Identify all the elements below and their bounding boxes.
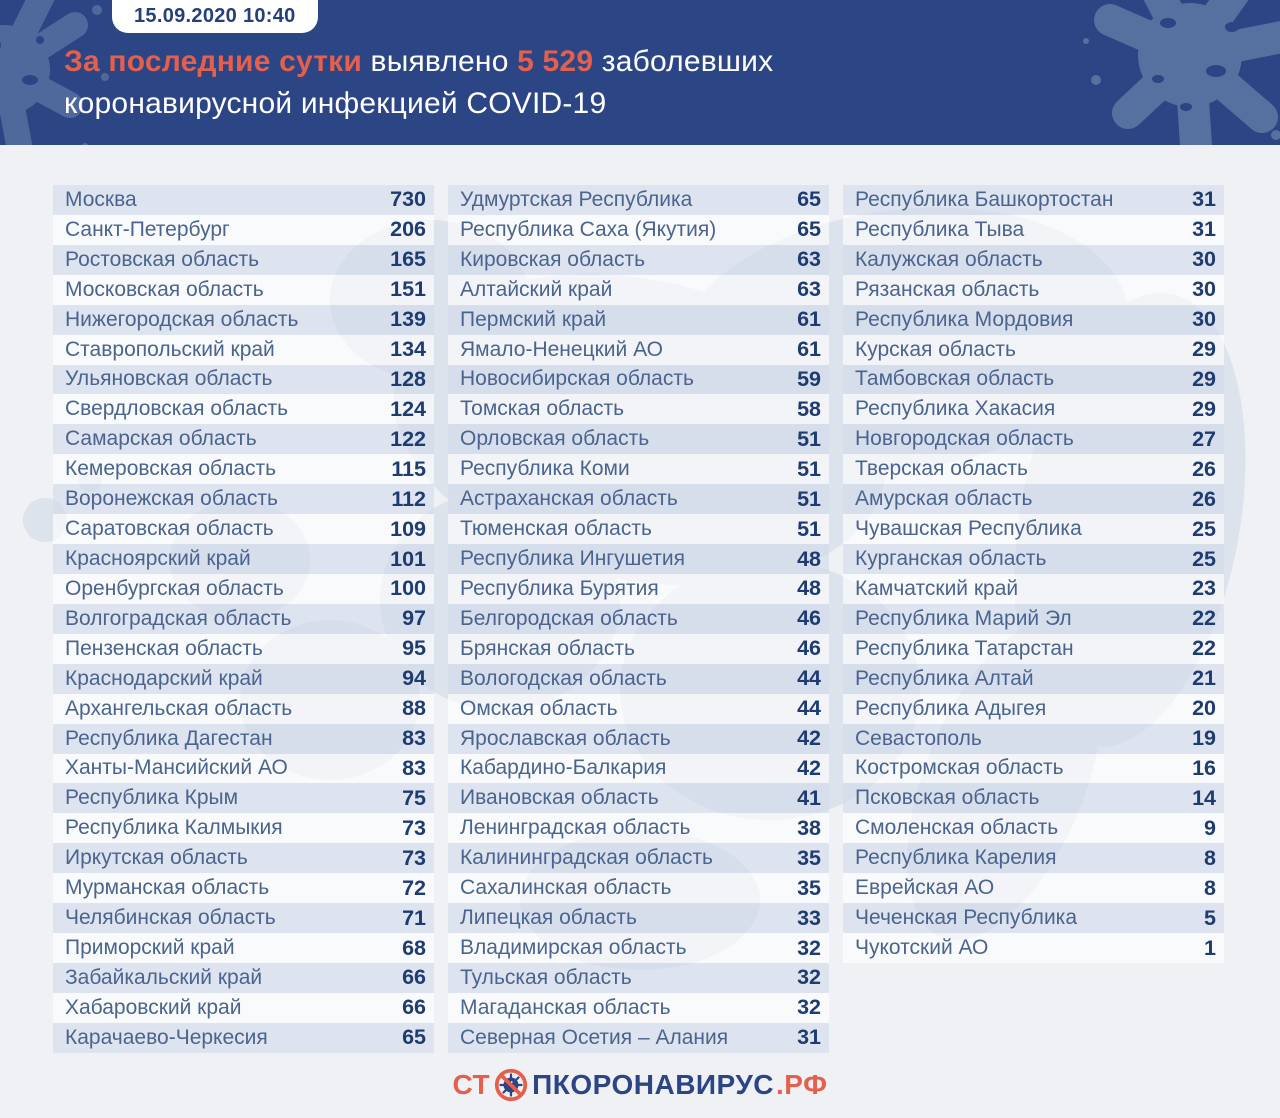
region-name: Пензенская область	[65, 636, 263, 660]
region-value: 41	[797, 785, 821, 810]
region-value: 26	[1192, 486, 1216, 511]
region-name: Липецкая область	[460, 906, 637, 930]
region-value: 25	[1192, 516, 1216, 541]
region-value: 206	[390, 217, 426, 242]
region-value: 65	[402, 1025, 426, 1050]
region-name: Смоленская область	[855, 816, 1059, 840]
region-value: 29	[1192, 337, 1216, 362]
region-value: 32	[797, 995, 821, 1020]
region-name: Республика Марий Эл	[855, 606, 1072, 630]
region-name: Оренбургская область	[65, 576, 284, 600]
region-name: Чеченская Республика	[855, 906, 1077, 930]
table-row	[448, 963, 829, 993]
region-value: 66	[402, 965, 426, 990]
table-row	[53, 215, 434, 245]
region-name: Республика Ингушетия	[460, 547, 686, 571]
region-name: Республика Карелия	[855, 846, 1057, 870]
region-name: Владимирская область	[460, 936, 687, 959]
region-name: Удмуртская Республика	[460, 187, 693, 211]
region-value: 31	[1192, 217, 1216, 242]
table-row	[448, 574, 829, 604]
region-name: Курганская область	[855, 547, 1047, 571]
table-row	[53, 574, 434, 604]
table-row	[53, 873, 434, 903]
region-value: 51	[797, 516, 821, 541]
region-name: Саратовская область	[65, 517, 274, 541]
region-name: Брянская область	[460, 636, 635, 660]
region-name: Вологодская область	[460, 666, 667, 690]
region-name: Республика Дагестан	[65, 726, 273, 750]
region-value: 109	[390, 516, 426, 541]
region-name: Республика Хакасия	[855, 397, 1056, 421]
region-value: 75	[402, 785, 426, 810]
region-name: Алтайский край	[460, 277, 613, 301]
table-row	[843, 843, 1224, 873]
region-value: 35	[797, 875, 821, 900]
region-value: 83	[402, 755, 426, 780]
region-value: 51	[797, 456, 821, 481]
region-name: Кабардино-Балкария	[460, 756, 667, 780]
region-name: Амурская область	[855, 487, 1033, 511]
table-row	[53, 694, 434, 724]
logo-suffix: .РФ	[775, 1069, 828, 1100]
region-name: Республика Татарстан	[855, 636, 1074, 660]
table-row	[53, 514, 434, 544]
region-value: 31	[1192, 187, 1216, 212]
region-name: Камчатский край	[855, 576, 1019, 600]
region-name: Ставропольский край	[65, 337, 275, 361]
region-value: 27	[1192, 426, 1216, 451]
region-name: Самарская область	[65, 427, 257, 451]
region-name: Москва	[65, 187, 137, 211]
region-value: 14	[1192, 785, 1216, 810]
table-row	[53, 963, 434, 993]
region-value: 16	[1192, 755, 1216, 780]
table-row	[53, 484, 434, 514]
region-value: 1	[1204, 935, 1216, 960]
region-value: 48	[797, 576, 821, 601]
region-name: Рязанская область	[855, 277, 1040, 301]
table-row	[843, 754, 1224, 784]
region-value: 19	[1192, 726, 1216, 751]
region-value: 8	[1204, 845, 1216, 870]
datetime-badge	[112, 0, 318, 33]
headline-accent-number: 5 529	[517, 45, 594, 78]
region-value: 9	[1204, 815, 1216, 840]
region-name: Волгоградская область	[65, 606, 292, 630]
table-row	[448, 634, 829, 664]
region-value: 44	[797, 666, 821, 691]
region-name: Новгородская область	[855, 427, 1074, 451]
headline	[64, 41, 773, 125]
table-row	[53, 424, 434, 454]
region-name: Приморский край	[65, 936, 235, 959]
region-value: 30	[1192, 247, 1216, 272]
region-name: Ленинградская область	[460, 816, 691, 840]
region-name: Санкт-Петербург	[65, 217, 230, 241]
table-row	[448, 335, 829, 365]
region-value: 68	[402, 935, 426, 960]
table-row	[843, 245, 1224, 275]
region-value: 59	[797, 366, 821, 391]
headline-middle: выявлено	[362, 45, 518, 78]
table-row	[843, 275, 1224, 305]
table-row	[448, 245, 829, 275]
headline-tail: заболевших	[593, 45, 774, 78]
region-value: 30	[1192, 277, 1216, 302]
virus-blob-right-icon	[1000, 0, 1280, 145]
footer-logo	[0, 1063, 1280, 1107]
region-value: 128	[390, 366, 426, 391]
table-row	[448, 185, 829, 215]
table-row	[53, 275, 434, 305]
table-row	[53, 305, 434, 335]
region-name: Курская область	[855, 337, 1016, 361]
region-name: Томская область	[460, 397, 625, 421]
table-row	[843, 873, 1224, 903]
region-value: 44	[797, 696, 821, 721]
region-name: Московская область	[65, 277, 264, 301]
table-row	[448, 754, 829, 784]
regions-column-1	[53, 185, 434, 1053]
table-row	[53, 724, 434, 754]
region-name: Ульяновская область	[65, 367, 273, 391]
table-row	[53, 993, 434, 1023]
region-value: 31	[797, 1025, 821, 1050]
region-name: Магаданская область	[460, 995, 671, 1019]
table-row	[53, 454, 434, 484]
table-row	[843, 544, 1224, 574]
table-row	[448, 544, 829, 574]
table-row	[843, 484, 1224, 514]
region-name: Забайкальский край	[65, 965, 263, 989]
table-row	[843, 335, 1224, 365]
table-row	[843, 664, 1224, 694]
region-name: Республика Тыва	[855, 217, 1025, 241]
table-row	[53, 1023, 434, 1053]
region-name: Республика Башкортостан	[855, 187, 1114, 211]
table-row	[843, 454, 1224, 484]
table-row	[843, 724, 1224, 754]
region-value: 134	[390, 337, 426, 362]
region-value: 46	[797, 636, 821, 661]
region-name: Кировская область	[460, 247, 646, 271]
table-row	[843, 514, 1224, 544]
region-name: Ярославская область	[460, 726, 671, 750]
region-name: Республика Саха (Якутия)	[460, 217, 717, 241]
region-name: Мурманская область	[65, 876, 270, 900]
region-value: 22	[1192, 636, 1216, 661]
table-row	[448, 275, 829, 305]
table-row	[53, 365, 434, 395]
table-row	[448, 454, 829, 484]
table-row	[53, 185, 434, 215]
table-row	[53, 394, 434, 424]
region-name: Тульская область	[460, 965, 632, 989]
table-row	[448, 873, 829, 903]
table-row	[53, 664, 434, 694]
table-row	[448, 604, 829, 634]
regions-column-2	[448, 185, 829, 1053]
region-value: 48	[797, 546, 821, 571]
table-row	[53, 634, 434, 664]
table-row	[53, 843, 434, 873]
region-value: 122	[390, 426, 426, 451]
table-row	[843, 783, 1224, 813]
table-row	[843, 305, 1224, 335]
region-value: 95	[402, 636, 426, 661]
region-value: 51	[797, 426, 821, 451]
region-value: 73	[402, 845, 426, 870]
region-value: 8	[1204, 875, 1216, 900]
region-value: 61	[797, 337, 821, 362]
table-row	[448, 424, 829, 454]
region-name: Орловская область	[460, 427, 650, 451]
region-name: Костромская область	[855, 756, 1064, 780]
table-row	[53, 245, 434, 275]
region-value: 124	[390, 396, 426, 421]
region-value: 100	[390, 576, 426, 601]
region-name: Калужская область	[855, 247, 1043, 271]
region-value: 72	[402, 875, 426, 900]
regions-column-3	[843, 185, 1224, 1053]
region-value: 30	[1192, 307, 1216, 332]
region-value: 66	[402, 995, 426, 1020]
header	[0, 0, 1280, 145]
region-name: Тверская область	[855, 457, 1028, 481]
region-name: Калининградская область	[460, 846, 713, 870]
region-value: 139	[390, 307, 426, 332]
table-row	[53, 754, 434, 784]
region-value: 65	[797, 217, 821, 242]
table-row	[843, 394, 1224, 424]
table-row	[448, 514, 829, 544]
table-row	[448, 813, 829, 843]
region-value: 23	[1192, 576, 1216, 601]
region-name: Тамбовская область	[855, 367, 1055, 391]
regions-table	[53, 185, 1224, 1053]
region-name: Республика Калмыкия	[65, 816, 283, 840]
table-row	[843, 185, 1224, 215]
region-name: Республика Адыгея	[855, 696, 1047, 720]
region-value: 32	[797, 965, 821, 990]
region-name: Иркутская область	[65, 846, 248, 870]
region-name: Свердловская область	[65, 397, 289, 421]
region-value: 101	[390, 546, 426, 571]
region-name: Тюменская область	[460, 517, 652, 541]
region-name: Кемеровская область	[65, 457, 277, 481]
region-value: 21	[1192, 666, 1216, 691]
region-value: 58	[797, 396, 821, 421]
table-row	[53, 544, 434, 574]
table-row	[53, 604, 434, 634]
table-row	[448, 394, 829, 424]
table-row	[448, 903, 829, 933]
region-name: Белгородская область	[460, 606, 678, 630]
region-value: 42	[797, 755, 821, 780]
table-row	[448, 843, 829, 873]
table-row	[843, 903, 1224, 933]
region-name: Ямало-Ненецкий АО	[460, 337, 663, 361]
region-name: Новосибирская область	[460, 367, 694, 391]
region-name: Хабаровский край	[65, 995, 242, 1019]
region-value: 46	[797, 606, 821, 631]
table-row	[448, 724, 829, 754]
headline-line2: коронавирусной инфекцией COVID-19	[64, 87, 607, 120]
region-value: 35	[797, 845, 821, 870]
region-value: 94	[402, 666, 426, 691]
table-row	[843, 694, 1224, 724]
region-value: 83	[402, 726, 426, 751]
table-row	[53, 335, 434, 365]
region-name: Псковская область	[855, 786, 1040, 810]
region-value: 115	[391, 456, 426, 481]
region-name: Воронежская область	[65, 487, 278, 511]
region-name: Пермский край	[460, 307, 607, 331]
region-name: Нижегородская область	[65, 307, 299, 331]
no-virus-icon	[493, 1067, 529, 1103]
region-value: 22	[1192, 606, 1216, 631]
region-name: Республика Крым	[65, 786, 239, 810]
headline-line1	[64, 41, 773, 83]
table-row	[843, 604, 1224, 634]
table-row	[53, 783, 434, 813]
region-name: Севастополь	[855, 726, 982, 750]
region-value: 151	[390, 277, 426, 302]
region-name: Сахалинская область	[460, 876, 672, 900]
region-name: Омская область	[460, 696, 618, 720]
region-value: 112	[391, 486, 426, 511]
region-value: 97	[402, 606, 426, 631]
table-row	[843, 365, 1224, 395]
region-name: Карачаево-Черкесия	[65, 1025, 268, 1049]
region-value: 61	[797, 307, 821, 332]
table-row	[843, 424, 1224, 454]
table-row	[448, 993, 829, 1023]
region-name: Чукотский АО	[855, 936, 989, 959]
region-name: Красноярский край	[65, 547, 251, 571]
region-value: 71	[402, 905, 426, 930]
logo-prefix: СТ	[452, 1069, 491, 1100]
region-name: Ханты-Мансийский АО	[65, 756, 288, 780]
region-name: Астраханская область	[460, 487, 678, 511]
region-value: 38	[797, 815, 821, 840]
table-row	[448, 694, 829, 724]
table-row	[53, 813, 434, 843]
table-row	[448, 305, 829, 335]
region-value: 730	[390, 187, 426, 212]
logo-middle: ПКОРОНАВИРУС	[532, 1069, 774, 1100]
table-row	[448, 783, 829, 813]
region-value: 42	[797, 726, 821, 751]
region-value: 29	[1192, 396, 1216, 421]
table-row	[843, 574, 1224, 604]
region-value: 32	[797, 935, 821, 960]
region-value: 73	[402, 815, 426, 840]
region-name: Еврейская АО	[855, 876, 995, 900]
region-name: Краснодарский край	[65, 666, 263, 690]
region-name: Республика Бурятия	[460, 576, 659, 600]
table-row	[53, 903, 434, 933]
table-row	[843, 215, 1224, 245]
table-row	[843, 933, 1224, 963]
table-row	[843, 813, 1224, 843]
region-name: Республика Коми	[460, 457, 630, 481]
region-name: Чувашская Республика	[855, 517, 1082, 541]
table-row	[448, 215, 829, 245]
headline-accent-period: За последние сутки	[64, 45, 363, 78]
table-row	[843, 634, 1224, 664]
region-name: Ростовская область	[65, 247, 260, 271]
region-name: Республика Алтай	[855, 666, 1034, 690]
table-row	[448, 664, 829, 694]
region-value: 26	[1192, 456, 1216, 481]
region-value: 29	[1192, 366, 1216, 391]
region-value: 63	[797, 247, 821, 272]
table-row	[448, 484, 829, 514]
region-value: 63	[797, 277, 821, 302]
datetime-text: 15.09.2020 10:40	[134, 5, 296, 27]
region-value: 20	[1192, 696, 1216, 721]
region-name: Архангельская область	[65, 696, 293, 720]
table-row	[448, 933, 829, 963]
region-name: Ивановская область	[460, 786, 659, 810]
table-row	[448, 365, 829, 395]
region-name: Республика Мордовия	[855, 307, 1074, 331]
table-row	[53, 933, 434, 963]
region-value: 51	[797, 486, 821, 511]
region-value: 25	[1192, 546, 1216, 571]
region-value: 65	[797, 187, 821, 212]
table-row	[448, 1023, 829, 1053]
region-value: 88	[402, 696, 426, 721]
region-name: Челябинская область	[65, 906, 276, 930]
region-value: 5	[1204, 905, 1216, 930]
region-name: Северная Осетия – Алания	[460, 1025, 729, 1049]
region-value: 165	[390, 247, 426, 272]
region-value: 33	[797, 905, 821, 930]
